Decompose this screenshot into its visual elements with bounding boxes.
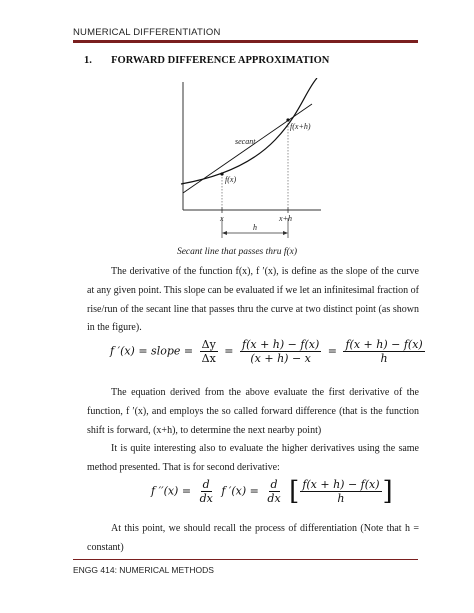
eq2-inner-den: h: [337, 492, 345, 505]
label-fxh: f(x+h): [290, 122, 311, 131]
label-x: x: [220, 214, 224, 223]
eq2-lhs: f ′′(x) =: [151, 484, 192, 498]
label-fx: f(x): [225, 175, 237, 184]
section-number: 1.: [84, 55, 92, 66]
eq1-frac-delta: [200, 338, 218, 365]
paragraph-1: [87, 263, 419, 338]
paragraph-3: [87, 440, 419, 478]
equation-2: [151, 478, 393, 505]
eq2-ddx-2: [265, 478, 282, 505]
secant-line: [183, 104, 312, 193]
eq2-dx1: dx: [199, 492, 213, 505]
h-arrow-right-head: [283, 231, 288, 235]
eq1-frac3-den: h: [380, 352, 388, 365]
eq1-frac2-num: f(x + h) − f(x): [242, 338, 320, 351]
section-heading: [84, 55, 329, 66]
header-rule: [73, 40, 418, 43]
secant-figure: [175, 78, 325, 240]
point-fx: [220, 172, 223, 175]
eq2-bracket-open: [: [289, 476, 300, 507]
eq2-bracket-close: ]: [382, 476, 393, 507]
figure-caption: Secant line that passes thru f(x): [176, 247, 298, 257]
eq2-dx2: dx: [267, 492, 281, 505]
label-xh: x+h: [279, 214, 292, 223]
paragraph-1-text: The derivative of the function f(x), f ′(x), is define as the slope of the curve at any given point. This slope can be evaluated if we let an infinitesimal fraction of rise/run of the secant line that passes thru the curve at two distinct point (as shown in the figure).: [87, 266, 419, 334]
paragraph-4: [87, 520, 419, 558]
eq2-inner-frac: [300, 478, 381, 505]
label-secant: secant: [235, 137, 256, 146]
equation-1: f ′(x) = slope = $\frac{\Delta y}{\Delta x}$ = $\frac{f(x + h) - f(x)}{(x + h) - x}$ = $\frac{f(x + h) - f(x)}{h}$: [110, 338, 423, 365]
eq2-d2: d: [270, 478, 278, 491]
eq1-frac1-den: Δx: [201, 352, 216, 365]
paragraph-2: [87, 384, 419, 440]
eq1-frac3-num: f(x + h) − f(x): [345, 338, 423, 351]
eq1-frac2-den: (x + h) − x: [250, 352, 311, 365]
eq2-d1: d: [202, 478, 210, 491]
eq2-inner-num: f(x + h) − f(x): [302, 478, 380, 491]
eq1-lhs: f ′(x) = slope =: [110, 344, 194, 358]
paragraph-2-text: The equation derived from the above evaluate the first derivative of the function, f ′(x), and employs the so called forward difference (that is the function shift is forward, (x+h), to determine the next nearby point): [87, 387, 419, 436]
h-arrow-left-head: [222, 231, 227, 235]
function-curve: [181, 78, 317, 184]
paragraph-3-text: It is quite interesting also to evaluate the higher derivatives using the same method presented. That is for second derivative:: [87, 443, 419, 473]
page-footer: ENGG 414: NUMERICAL METHODS: [73, 565, 214, 575]
eq1-frac-result: [343, 338, 424, 365]
eq1-frac1-num: Δy: [201, 338, 216, 351]
eq2-mid: f ′(x) =: [221, 484, 259, 498]
paragraph-4-text: At this point, we should recall the process of differentiation (Note that h = constant): [87, 523, 419, 553]
eq1-frac-difference: [240, 338, 321, 365]
footer-rule: [73, 559, 418, 560]
section-title: FORWARD DIFFERENCE APPROXIMATION: [111, 55, 330, 66]
eq2-ddx-1: [198, 478, 215, 505]
page-header-title: NUMERICAL DIFFERENTIATION: [73, 27, 221, 38]
label-h: h: [253, 223, 257, 232]
